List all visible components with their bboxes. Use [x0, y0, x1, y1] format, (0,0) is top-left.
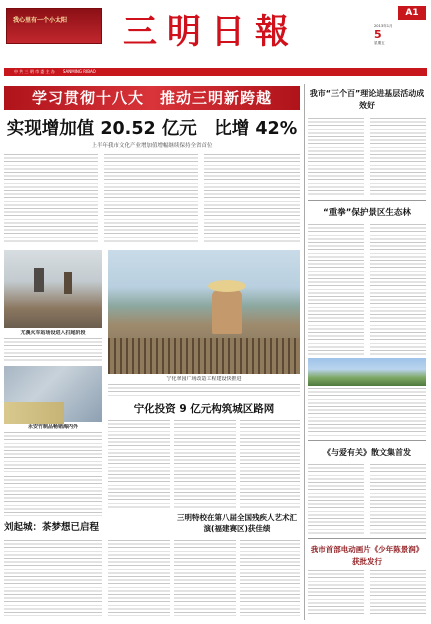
- side-story-1-body-col-1: [308, 118, 364, 196]
- side-divider-2: [308, 440, 426, 441]
- bamboo-products-caption: 永安竹制品畅销海内外: [27, 424, 78, 430]
- worker-on-scaffold-2: [64, 272, 72, 294]
- road-network-body-col-2: [174, 420, 236, 508]
- lead-headline: 实现增加值 20.52 亿元 比增 42%: [6, 119, 298, 139]
- advertisement-text: 我心里有一个小太阳: [13, 17, 68, 24]
- special-school-body-col-1: [174, 540, 236, 616]
- railway-station-caption: 尤溪火车站场设进入扫尾阶段: [20, 330, 86, 336]
- straw-hat: [208, 280, 246, 292]
- tea-story-body: [4, 540, 102, 616]
- tea-story-body-col-2: [108, 540, 170, 616]
- weekday-line: 星期五: [374, 41, 385, 45]
- newspaper-masthead: 三明日報: [123, 12, 299, 52]
- tea-story-intro: [4, 476, 102, 516]
- info-bar-text: 中 共 三 明 市 委 主 办 SANMING RIBAO: [14, 69, 96, 74]
- scenic-forest-photo: [308, 358, 426, 386]
- rebar-grid: [108, 338, 300, 374]
- lead-story-body-col-2: [104, 154, 198, 244]
- side-story-2-more: [308, 388, 426, 436]
- tea-story-headline: 刘起城：茶梦想已启程: [4, 522, 100, 533]
- lead-story-body-col-1: [4, 154, 98, 244]
- side-story-2-body-col-1: [308, 224, 364, 356]
- lead-subheadline: 上半年我市文化产业增加值增幅继续保持全省首位: [91, 143, 213, 149]
- construction-photo: [108, 250, 300, 374]
- bamboo-products-text: [4, 432, 102, 472]
- road-network-headline: 宁化投资 9 亿元构筑城区路网: [133, 403, 275, 415]
- side-story-1-body-col-2: [370, 118, 426, 196]
- header-advertisement: [6, 8, 102, 44]
- worker-on-scaffold: [34, 268, 44, 292]
- date-line: 2013年1月: [374, 24, 393, 28]
- side-divider-3: [308, 538, 426, 539]
- side-story-3-body-col-1: [308, 464, 364, 534]
- side-divider: [308, 200, 426, 201]
- railway-station-photo: [4, 250, 102, 328]
- side-story-4-body-col-2: [370, 570, 426, 616]
- date-number: 5: [374, 28, 382, 41]
- construction-photo-caption: 宁化翠园广场改造工程建设快推进: [166, 376, 242, 382]
- side-story-4-headline: 我市首部电动画片《少年陈景润》获批发行: [310, 545, 424, 566]
- side-story-3-headline: 《与爱有关》散文集首发: [323, 448, 411, 457]
- masthead-info-bar: [4, 68, 427, 76]
- road-network-body-col-3: [240, 420, 300, 508]
- side-story-2-body-col-2: [370, 224, 426, 356]
- side-story-1-headline: 我市“三个百”理论进基层活动成效好: [309, 89, 425, 110]
- issue-date-box: [374, 24, 426, 62]
- side-story-4-body-col-1: [308, 570, 364, 616]
- bamboo-craft-inset: [4, 402, 64, 424]
- page-number-badge: A1: [398, 6, 426, 20]
- special-school-headline: 三明特校在第八届全国残疾人艺术汇演(福建赛区)获佳绩: [177, 513, 297, 533]
- photo-caption-text: [108, 384, 300, 398]
- side-story-2-headline: “重拳”保护景区生态林: [323, 208, 411, 218]
- special-school-body-col-2: [240, 540, 300, 616]
- road-network-body-col-1: [108, 420, 170, 508]
- column-divider: [304, 84, 305, 620]
- lead-story-body-col-3: [204, 154, 300, 244]
- side-story-3-body-col-2: [370, 464, 426, 534]
- worker-figure: [212, 290, 242, 334]
- theme-banner: 学习贯彻十八大 推动三明新跨越: [4, 86, 300, 110]
- railway-station-text: [4, 338, 102, 362]
